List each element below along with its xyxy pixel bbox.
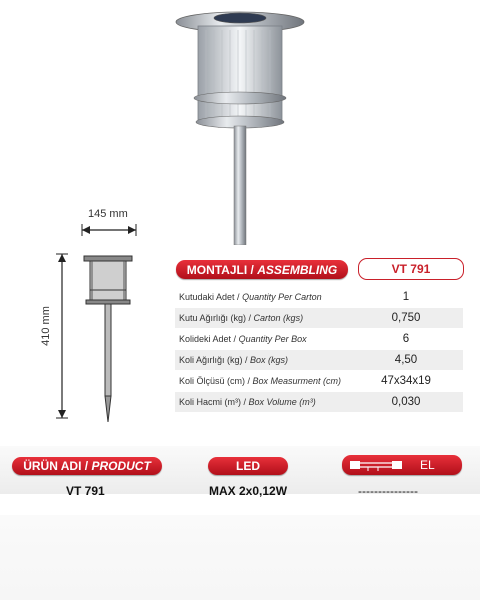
el-pill [342, 455, 462, 475]
dimension-drawing [30, 200, 180, 430]
spec-value: 6 [402, 333, 410, 345]
product-label-tr: ÜRÜN ADI [23, 459, 82, 473]
lamp-outline [30, 200, 180, 430]
model-badge-text: VT 791 [391, 262, 431, 276]
spec-label: Koli Hacmi (m³) / Box Volume (m³) [179, 397, 316, 407]
spec-label: Koli Ağırlığı (kg) / Box (kgs) [179, 355, 289, 365]
spec-table [175, 287, 463, 413]
spec-value: 1 [402, 291, 410, 303]
el-label: EL [420, 458, 435, 472]
width-dimension-label: 145 mm [88, 208, 128, 220]
spec-label: Kolideki Adet / Quantity Per Box [179, 334, 307, 344]
spec-label: Koli Ölçüsü (cm) / Box Measurment (cm) [179, 376, 342, 386]
spec-row [175, 350, 463, 371]
spec-row [175, 329, 463, 350]
spec-row [175, 371, 463, 392]
assembling-pill: MONTAJLI / ASSEMBLING [176, 260, 348, 279]
blank-footer-area [0, 515, 480, 600]
assembling-label-en: ASSEMBLING [257, 262, 338, 277]
el-value: --------------- [358, 484, 418, 498]
model-badge [358, 258, 464, 280]
spec-label: Kutu Ağırlığı (kg) / Carton (kgs) [179, 313, 304, 323]
ballast-icon [348, 458, 406, 472]
led-value: MAX 2x0,12W [209, 484, 288, 498]
led-pill [208, 457, 288, 475]
spec-value: 0,750 [391, 312, 421, 324]
spec-row [175, 287, 463, 308]
product-name-pill: ÜRÜN ADI / PRODUCT [12, 457, 162, 475]
spec-row [175, 392, 463, 413]
assembling-label-tr: MONTAJLI [186, 262, 248, 277]
spec-value: 47x34x19 [381, 375, 431, 387]
led-label: LED [236, 459, 260, 473]
product-label-en: PRODUCT [91, 459, 151, 473]
spec-value: 4,50 [394, 354, 418, 366]
spec-value: 0,030 [391, 396, 421, 408]
spec-label: Kutudaki Adet / Quantity Per Carton [179, 292, 322, 302]
product-value: VT 791 [66, 484, 105, 498]
product-photo [160, 0, 320, 245]
spec-row [175, 308, 463, 329]
height-dimension-label: 410 mm [39, 306, 52, 346]
